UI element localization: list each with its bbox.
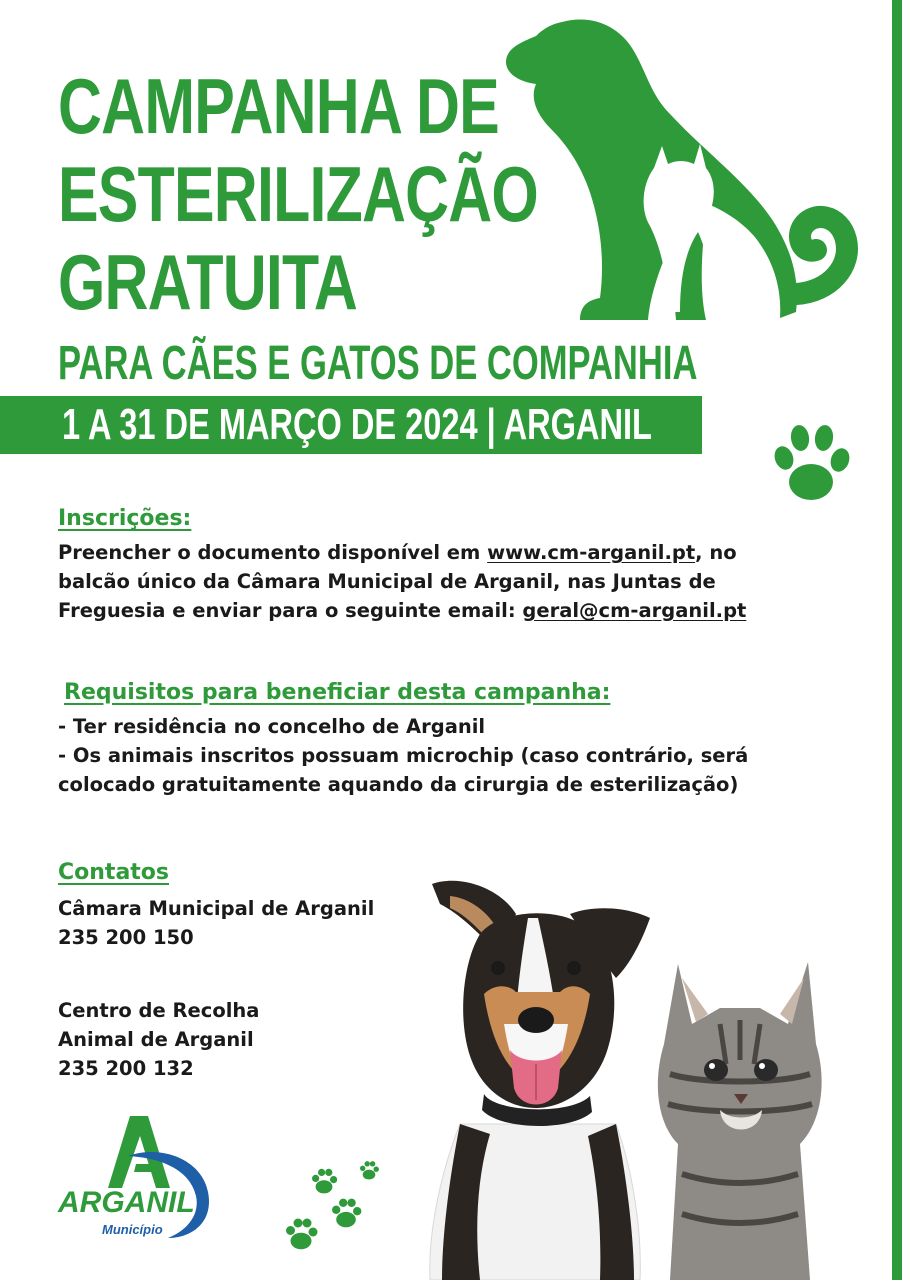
inscricoes-text-part: Freguesia e enviar para o seguinte email: [58,599,523,622]
email-link[interactable]: geral@cm-arganil.pt [522,599,747,622]
centro-phone: 235 200 132 [58,1057,194,1080]
campaign-subtitle: PARA CÃES E GATOS DE COMPANHIA [58,337,698,390]
inscricoes-heading: Inscrições: [58,506,192,531]
contatos-heading: Contatos [58,860,170,885]
inscricoes-line [58,538,746,567]
camara-phone: 235 200 150 [58,926,194,949]
centro-contact [58,996,259,1083]
arganil-logo-icon [92,1110,216,1240]
inscricoes-line [58,596,746,625]
camara-contact [58,894,374,952]
cat-illustration [658,962,822,1280]
right-green-stripe [892,0,902,1280]
dog-cat-silhouette-icon [500,14,870,334]
inscricoes-line: balcão único da Câmara Municipal de Arganil, nas Juntas de [58,570,716,593]
camara-name: Câmara Municipal de Arganil [58,897,375,920]
title-line: GRATUITA [58,238,358,326]
campaign-title [58,62,538,326]
centro-name: Centro de Recolha [58,999,260,1022]
small-paws-icon [280,1148,390,1258]
requisitos-heading: Requisitos para beneficiar desta campanha: [64,680,611,705]
centro-name: Animal de Arganil [58,1028,254,1051]
requisitos-text [58,712,748,799]
inscricoes-text-part: , no [695,541,737,564]
website-link[interactable]: www.cm-arganil.pt [487,541,696,564]
inscricoes-text [58,538,746,625]
paw-icon [764,418,858,512]
title-line: ESTERILIZAÇÃO [58,150,538,238]
banner-text: 1 A 31 DE MARÇO DE 2024 | ARGANIL [62,400,652,449]
date-location-banner [0,396,702,454]
inscricoes-text-part: Preencher o documento disponível em [58,541,488,564]
dog-cat-photo [420,874,890,1280]
requisito-line: - Ter residência no concelho de Arganil [58,715,486,738]
logo-subtitle: Município [102,1222,163,1237]
requisito-line: colocado gratuitamente aquando da cirurgia de esterilização) [58,773,739,796]
requisito-line: - Os animais inscritos possuam microchip (caso contrário, será [58,744,749,767]
title-line: CAMPANHA DE [58,62,499,150]
dog-illustration [430,881,650,1280]
logo-name: ARGANIL [58,1186,195,1219]
